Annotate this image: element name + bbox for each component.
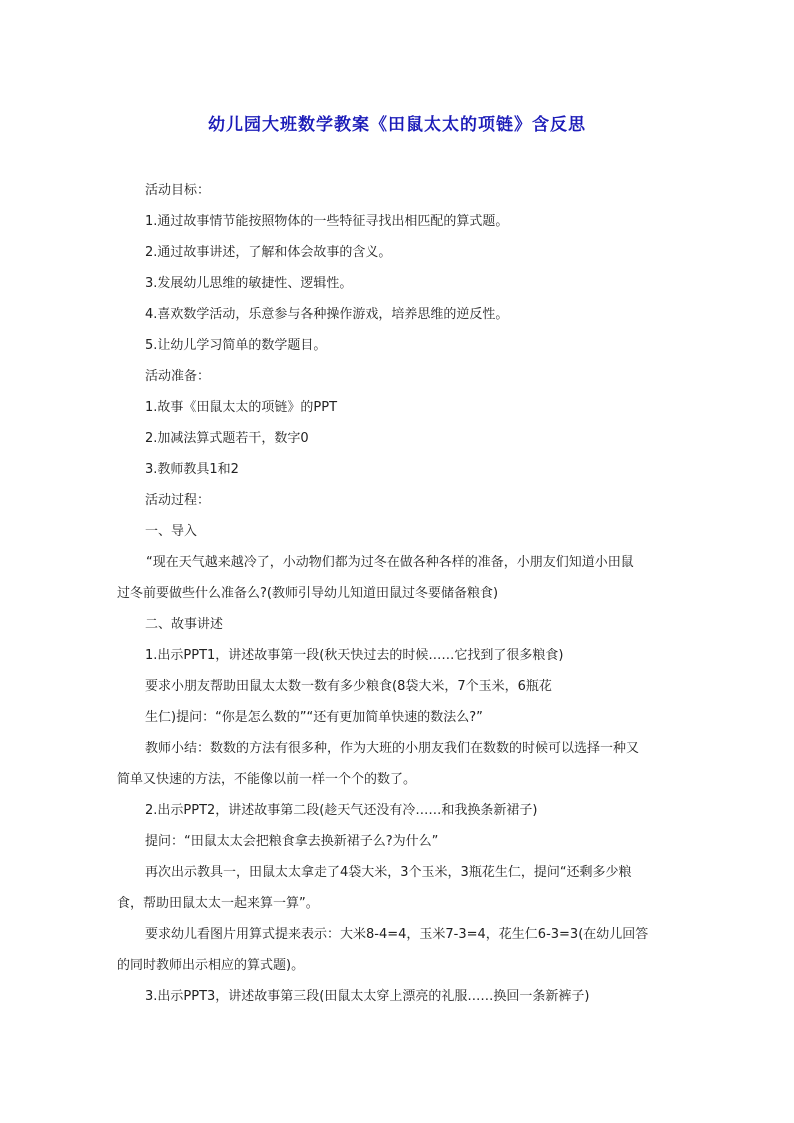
goal-item-5: 5.让幼儿学习简单的数学题目。 bbox=[145, 338, 327, 353]
paragraph-line: 简单又快速的方法，不能像以前一样一个个的数了。 bbox=[117, 772, 417, 787]
section-heading-process: 活动过程： bbox=[145, 493, 211, 508]
paragraph-line: 食，帮助田鼠太太一起来算一算”。 bbox=[117, 896, 319, 911]
paragraph-line: 要求幼儿看图片用算式提来表示：大米8-4=4，玉米7-3=4，花生仁6-3=3(在幼儿回答 bbox=[145, 927, 649, 942]
paragraph-line: 提问：“田鼠太太会把粮食拿去换新裙子么?为什么” bbox=[145, 834, 439, 849]
section-heading-goals: 活动目标： bbox=[145, 183, 211, 198]
paragraph-line: 再次出示教具一，田鼠太太拿走了4袋大米，3个玉米，3瓶花生仁，提问“还剩多少粮 bbox=[145, 865, 632, 880]
document-title: 幼儿园大班数学教案《田鼠太太的项链》含反思 bbox=[208, 115, 586, 135]
paragraph-line: 3.出示PPT3，讲述故事第三段(田鼠太太穿上漂亮的礼服……换回一条新裤子) bbox=[145, 989, 590, 1004]
paragraph-line: 要求小朋友帮助田鼠太太数一数有多少粮食(8袋大米，7个玉米，6瓶花 bbox=[145, 679, 552, 694]
goal-item-1: 1.通过故事情节能按照物体的一些特征寻找出相匹配的算式题。 bbox=[145, 214, 509, 229]
prep-item-2: 2.加减法算式题若干，数字0 bbox=[145, 431, 309, 446]
goal-item-2: 2.通过故事讲述，了解和体会故事的含义。 bbox=[145, 245, 392, 260]
paragraph-line: “现在天气越来越冷了，小动物们都为过冬在做各种各样的准备，小朋友们知道小田鼠 bbox=[146, 555, 634, 570]
paragraph-line: 1.出示PPT1，讲述故事第一段(秋天快过去的时候……它找到了很多粮食) bbox=[145, 648, 564, 663]
paragraph-line: 的同时教师出示相应的算式题)。 bbox=[117, 958, 305, 973]
paragraph-line: 生仁)提问：“你是怎么数的”“还有更加简单快速的数法么?” bbox=[145, 710, 483, 725]
goal-item-3: 3.发展幼儿思维的敏捷性、逻辑性。 bbox=[145, 276, 353, 291]
paragraph-line: 教师小结：数数的方法有很多种，作为大班的小朋友我们在数数的时候可以选择一种又 bbox=[145, 741, 640, 756]
paragraph-line: 过冬前要做些什么准备么?(教师引导幼儿知道田鼠过冬要储备粮食) bbox=[117, 586, 499, 601]
section-heading-preparation: 活动准备： bbox=[145, 369, 211, 384]
step-heading-story: 二、故事讲述 bbox=[145, 617, 224, 632]
goal-item-4: 4.喜欢数学活动，乐意参与各种操作游戏，培养思维的逆反性。 bbox=[145, 307, 509, 322]
prep-item-1: 1.故事《田鼠太太的项链》的PPT bbox=[145, 400, 338, 415]
step-heading-intro: 一、导入 bbox=[145, 524, 198, 539]
prep-item-3: 3.教师教具1和2 bbox=[145, 462, 239, 477]
paragraph-line: 2.出示PPT2，讲述故事第二段(趁天气还没有冷……和我换条新裙子) bbox=[145, 803, 538, 818]
